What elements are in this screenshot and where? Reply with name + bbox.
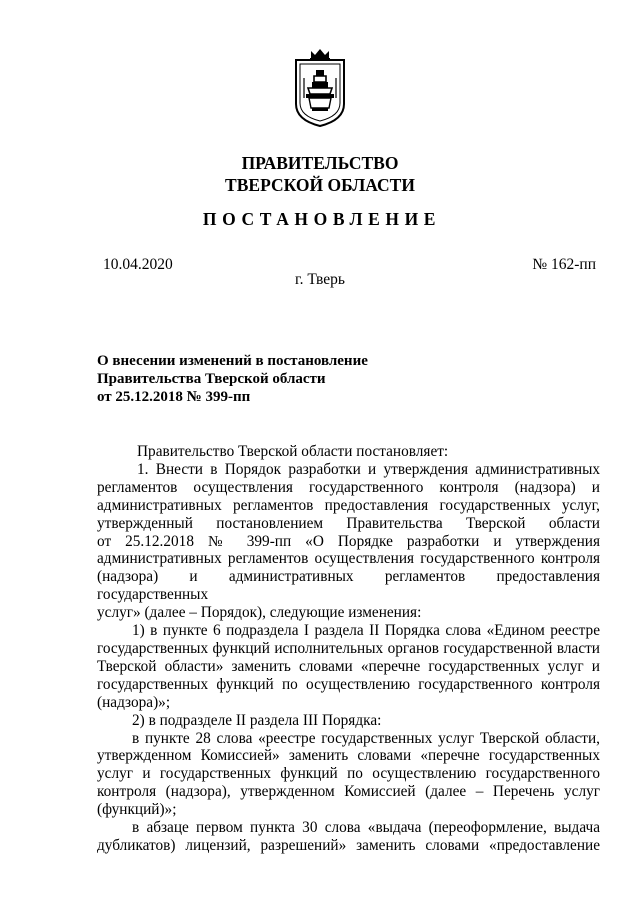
government-name-line1: ПРАВИТЕЛЬСТВО <box>241 153 399 173</box>
body-line: административных регламентов предоставления государственных услуг, <box>97 496 600 514</box>
subject-line: О внесении изменений в постановление <box>97 353 368 369</box>
body-line: от 25.12.2018 № 399-пп «О Порядке разработки и утверждения <box>97 532 600 550</box>
body-line: дубликатов) лицензий, разрешений» заменить словами «предоставление <box>97 836 600 854</box>
body-line: административных регламентов осуществления государственного контроля <box>97 550 600 568</box>
body-line: 2) в подразделе II раздела III Порядка: <box>132 711 382 729</box>
body-line: контроля (надзора), утвержденном Комиссией (далее – Перечень услуг <box>97 783 600 801</box>
document-subject <box>97 352 368 406</box>
body-line: (надзора) и административных регламентов предоставления государственных <box>97 568 600 604</box>
body-line: утвержденном Комиссией» заменить словами «перечне государственных <box>97 747 600 765</box>
subject-line: Правительства Тверской области <box>97 371 326 387</box>
document-number: № 162-пп <box>532 256 596 273</box>
body-line: (надзора)»; <box>97 693 171 711</box>
body-line: в абзаце первом пункта 30 слова «выдача (переоформление, выдача <box>132 819 600 837</box>
body-line: в пункте 28 слова «реестре государственных услуг Тверской области, <box>132 729 600 747</box>
body-line: услуг и государственных функций по осуществлению государственного <box>97 765 600 783</box>
document-date: 10.04.2020 <box>103 256 173 273</box>
body-line: услуг» (далее – Порядок), следующие изменения: <box>97 604 422 622</box>
tver-coat-of-arms-icon <box>294 48 346 128</box>
document-body <box>97 443 600 855</box>
body-line: 1) в пункте 6 подраздела I раздела II Порядка слова «Едином реестре <box>132 622 600 640</box>
body-line: утвержденный постановлением Правительства Тверской области <box>97 514 600 532</box>
body-line: (функций)»; <box>97 801 177 819</box>
body-line: регламентов осуществления государственного контроля (надзора) и <box>97 478 600 496</box>
body-line: государственных функций по осуществлению государственного контроля <box>97 675 600 693</box>
body-line: Тверской области» заменить словами «перечне государственных услуг и <box>97 657 600 675</box>
subject-line: от 25.12.2018 № 399-пп <box>97 389 251 405</box>
document-city: г. Тверь <box>295 271 345 288</box>
government-name-line2: ТВЕРСКОЙ ОБЛАСТИ <box>225 175 415 195</box>
body-line: 1. Внести в Порядок разработки и утверждения административных <box>137 460 600 478</box>
body-line: Правительство Тверской области постановляет: <box>137 443 449 460</box>
document-type: ПОСТАНОВЛЕНИЕ <box>202 209 442 229</box>
body-line: государственных функций исполнительных органов государственной власти <box>97 639 600 657</box>
